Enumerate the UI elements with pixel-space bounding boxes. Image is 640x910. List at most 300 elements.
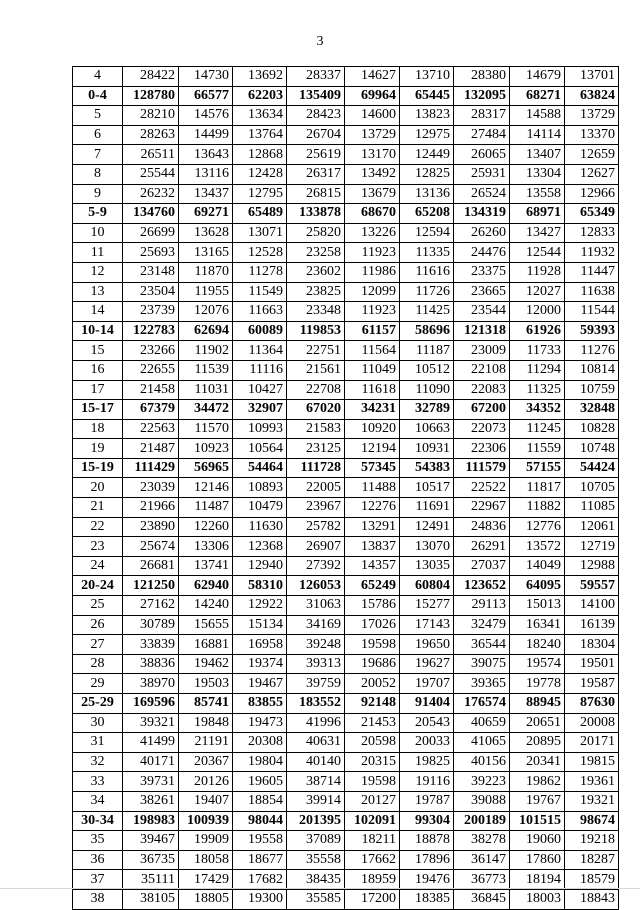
value-cell: 11487 bbox=[179, 498, 233, 518]
value-cell: 12833 bbox=[565, 223, 619, 243]
value-cell: 119853 bbox=[287, 321, 345, 341]
value-cell: 13729 bbox=[345, 125, 400, 145]
value-cell: 12076 bbox=[179, 302, 233, 322]
value-cell: 20308 bbox=[233, 733, 287, 753]
value-cell: 23125 bbox=[287, 439, 345, 459]
value-cell: 28317 bbox=[454, 106, 510, 126]
population-table-container bbox=[72, 66, 618, 910]
value-cell: 10748 bbox=[565, 439, 619, 459]
age-cell: 27 bbox=[73, 635, 123, 655]
value-cell: 200189 bbox=[454, 811, 510, 831]
value-cell: 12099 bbox=[345, 282, 400, 302]
value-cell: 30789 bbox=[123, 615, 179, 635]
value-cell: 18211 bbox=[345, 831, 400, 851]
value-cell: 65208 bbox=[400, 204, 454, 224]
age-cell: 5 bbox=[73, 106, 123, 126]
value-cell: 11085 bbox=[565, 498, 619, 518]
value-cell: 17143 bbox=[400, 615, 454, 635]
value-cell: 14240 bbox=[179, 596, 233, 616]
value-cell: 39313 bbox=[287, 654, 345, 674]
value-cell: 19503 bbox=[179, 674, 233, 694]
value-cell: 41996 bbox=[287, 713, 345, 733]
value-cell: 20598 bbox=[345, 733, 400, 753]
value-cell: 11733 bbox=[510, 341, 565, 361]
value-cell: 12627 bbox=[565, 164, 619, 184]
value-cell: 19407 bbox=[179, 791, 233, 811]
value-cell: 23504 bbox=[123, 282, 179, 302]
value-cell: 19767 bbox=[510, 791, 565, 811]
value-cell: 27484 bbox=[454, 125, 510, 145]
value-cell: 23039 bbox=[123, 478, 179, 498]
value-cell: 14576 bbox=[179, 106, 233, 126]
age-cell: 22 bbox=[73, 517, 123, 537]
value-cell: 13710 bbox=[400, 67, 454, 87]
value-cell: 18304 bbox=[565, 635, 619, 655]
value-cell: 65349 bbox=[565, 204, 619, 224]
value-cell: 111579 bbox=[454, 458, 510, 478]
value-cell: 11559 bbox=[510, 439, 565, 459]
value-cell: 134760 bbox=[123, 204, 179, 224]
value-cell: 23009 bbox=[454, 341, 510, 361]
value-cell: 57155 bbox=[510, 458, 565, 478]
value-cell: 26511 bbox=[123, 145, 179, 165]
value-cell: 99304 bbox=[400, 811, 454, 831]
value-cell: 11932 bbox=[565, 243, 619, 263]
value-cell: 28422 bbox=[123, 67, 179, 87]
value-cell: 18240 bbox=[510, 635, 565, 655]
age-cell: 9 bbox=[73, 184, 123, 204]
value-cell: 11618 bbox=[345, 380, 400, 400]
value-cell: 16881 bbox=[179, 635, 233, 655]
value-cell: 54424 bbox=[565, 458, 619, 478]
value-cell: 201395 bbox=[287, 811, 345, 831]
value-cell: 14730 bbox=[179, 67, 233, 87]
table-row bbox=[73, 145, 619, 165]
value-cell: 36544 bbox=[454, 635, 510, 655]
value-cell: 12795 bbox=[233, 184, 287, 204]
table-row bbox=[73, 262, 619, 282]
age-cell: 14 bbox=[73, 302, 123, 322]
value-cell: 26907 bbox=[287, 537, 345, 557]
value-cell: 11630 bbox=[233, 517, 287, 537]
table-row bbox=[73, 831, 619, 851]
value-cell: 25782 bbox=[287, 517, 345, 537]
value-cell: 19060 bbox=[510, 831, 565, 851]
value-cell: 11335 bbox=[400, 243, 454, 263]
value-cell: 22563 bbox=[123, 419, 179, 439]
value-cell: 13492 bbox=[345, 164, 400, 184]
value-cell: 32907 bbox=[233, 400, 287, 420]
value-cell: 19598 bbox=[345, 772, 400, 792]
value-cell: 26524 bbox=[454, 184, 510, 204]
value-cell: 18287 bbox=[565, 850, 619, 870]
table-row-group-total bbox=[73, 576, 619, 596]
value-cell: 12594 bbox=[400, 223, 454, 243]
value-cell: 58310 bbox=[233, 576, 287, 596]
value-cell: 40140 bbox=[287, 752, 345, 772]
value-cell: 13692 bbox=[233, 67, 287, 87]
value-cell: 132095 bbox=[454, 86, 510, 106]
value-cell: 19707 bbox=[400, 674, 454, 694]
value-cell: 13136 bbox=[400, 184, 454, 204]
population-table bbox=[72, 66, 619, 910]
value-cell: 28263 bbox=[123, 125, 179, 145]
table-body bbox=[73, 67, 619, 910]
value-cell: 21583 bbox=[287, 419, 345, 439]
value-cell: 11325 bbox=[510, 380, 565, 400]
age-cell: 21 bbox=[73, 498, 123, 518]
value-cell: 39365 bbox=[454, 674, 510, 694]
value-cell: 27162 bbox=[123, 596, 179, 616]
value-cell: 19574 bbox=[510, 654, 565, 674]
value-cell: 39075 bbox=[454, 654, 510, 674]
value-cell: 13116 bbox=[179, 164, 233, 184]
value-cell: 69964 bbox=[345, 86, 400, 106]
value-cell: 23348 bbox=[287, 302, 345, 322]
value-cell: 12146 bbox=[179, 478, 233, 498]
value-cell: 62203 bbox=[233, 86, 287, 106]
value-cell: 62694 bbox=[179, 321, 233, 341]
value-cell: 11276 bbox=[565, 341, 619, 361]
value-cell: 19321 bbox=[565, 791, 619, 811]
table-row bbox=[73, 223, 619, 243]
value-cell: 15786 bbox=[345, 596, 400, 616]
value-cell: 21191 bbox=[179, 733, 233, 753]
value-cell: 11090 bbox=[400, 380, 454, 400]
age-cell: 4 bbox=[73, 67, 123, 87]
value-cell: 38714 bbox=[287, 772, 345, 792]
value-cell: 21561 bbox=[287, 360, 345, 380]
table-row bbox=[73, 517, 619, 537]
value-cell: 12922 bbox=[233, 596, 287, 616]
table-row bbox=[73, 870, 619, 890]
age-cell: 36 bbox=[73, 850, 123, 870]
value-cell: 20033 bbox=[400, 733, 454, 753]
value-cell: 16958 bbox=[233, 635, 287, 655]
value-cell: 121318 bbox=[454, 321, 510, 341]
table-row-group-total bbox=[73, 67, 619, 87]
age-cell: 19 bbox=[73, 439, 123, 459]
value-cell: 12940 bbox=[233, 556, 287, 576]
value-cell: 13764 bbox=[233, 125, 287, 145]
value-cell: 18854 bbox=[233, 791, 287, 811]
value-cell: 91404 bbox=[400, 694, 454, 714]
value-cell: 35111 bbox=[123, 870, 179, 890]
value-cell: 23266 bbox=[123, 341, 179, 361]
value-cell: 11638 bbox=[565, 282, 619, 302]
value-cell: 13306 bbox=[179, 537, 233, 557]
value-cell: 18385 bbox=[400, 889, 454, 909]
value-cell: 63824 bbox=[565, 86, 619, 106]
table-row bbox=[73, 733, 619, 753]
age-cell: 30-34 bbox=[73, 811, 123, 831]
table-row bbox=[73, 674, 619, 694]
value-cell: 10931 bbox=[400, 439, 454, 459]
value-cell: 23258 bbox=[287, 243, 345, 263]
value-cell: 65249 bbox=[345, 576, 400, 596]
value-cell: 111728 bbox=[287, 458, 345, 478]
value-cell: 11549 bbox=[233, 282, 287, 302]
value-cell: 12491 bbox=[400, 517, 454, 537]
value-cell: 15013 bbox=[510, 596, 565, 616]
age-cell: 11 bbox=[73, 243, 123, 263]
value-cell: 21487 bbox=[123, 439, 179, 459]
value-cell: 24836 bbox=[454, 517, 510, 537]
value-cell: 21966 bbox=[123, 498, 179, 518]
table-row-group-total bbox=[73, 86, 619, 106]
value-cell: 22306 bbox=[454, 439, 510, 459]
value-cell: 10512 bbox=[400, 360, 454, 380]
table-row bbox=[73, 184, 619, 204]
value-cell: 69271 bbox=[179, 204, 233, 224]
value-cell: 20651 bbox=[510, 713, 565, 733]
table-row bbox=[73, 615, 619, 635]
age-cell: 34 bbox=[73, 791, 123, 811]
value-cell: 19501 bbox=[565, 654, 619, 674]
value-cell: 19361 bbox=[565, 772, 619, 792]
age-cell: 37 bbox=[73, 870, 123, 890]
age-cell: 38 bbox=[73, 889, 123, 909]
value-cell: 11116 bbox=[233, 360, 287, 380]
age-cell: 13 bbox=[73, 282, 123, 302]
value-cell: 19300 bbox=[233, 889, 287, 909]
age-cell: 15-17 bbox=[73, 400, 123, 420]
value-cell: 11447 bbox=[565, 262, 619, 282]
value-cell: 11187 bbox=[400, 341, 454, 361]
value-cell: 12825 bbox=[400, 164, 454, 184]
table-row-group-total bbox=[73, 204, 619, 224]
value-cell: 61926 bbox=[510, 321, 565, 341]
value-cell: 38261 bbox=[123, 791, 179, 811]
age-cell: 25 bbox=[73, 596, 123, 616]
table-row bbox=[73, 635, 619, 655]
age-cell: 15-19 bbox=[73, 458, 123, 478]
table-row bbox=[73, 596, 619, 616]
value-cell: 61157 bbox=[345, 321, 400, 341]
value-cell: 54383 bbox=[400, 458, 454, 478]
value-cell: 68971 bbox=[510, 204, 565, 224]
value-cell: 19815 bbox=[565, 752, 619, 772]
value-cell: 20543 bbox=[400, 713, 454, 733]
age-cell: 35 bbox=[73, 831, 123, 851]
value-cell: 41499 bbox=[123, 733, 179, 753]
value-cell: 20341 bbox=[510, 752, 565, 772]
value-cell: 12966 bbox=[565, 184, 619, 204]
table-row bbox=[73, 791, 619, 811]
value-cell: 19605 bbox=[233, 772, 287, 792]
table-row bbox=[73, 125, 619, 145]
value-cell: 13427 bbox=[510, 223, 565, 243]
value-cell: 19462 bbox=[179, 654, 233, 674]
value-cell: 19862 bbox=[510, 772, 565, 792]
table-row bbox=[73, 713, 619, 733]
age-cell: 20-24 bbox=[73, 576, 123, 596]
value-cell: 26699 bbox=[123, 223, 179, 243]
value-cell: 11049 bbox=[345, 360, 400, 380]
value-cell: 98044 bbox=[233, 811, 287, 831]
value-cell: 38970 bbox=[123, 674, 179, 694]
value-cell: 13823 bbox=[400, 106, 454, 126]
value-cell: 26291 bbox=[454, 537, 510, 557]
value-cell: 98674 bbox=[565, 811, 619, 831]
value-cell: 28337 bbox=[287, 67, 345, 87]
value-cell: 23739 bbox=[123, 302, 179, 322]
value-cell: 25544 bbox=[123, 164, 179, 184]
table-row bbox=[73, 380, 619, 400]
value-cell: 14627 bbox=[345, 67, 400, 87]
value-cell: 18805 bbox=[179, 889, 233, 909]
value-cell: 32848 bbox=[565, 400, 619, 420]
value-cell: 26232 bbox=[123, 184, 179, 204]
value-cell: 54464 bbox=[233, 458, 287, 478]
value-cell: 83855 bbox=[233, 694, 287, 714]
value-cell: 22967 bbox=[454, 498, 510, 518]
value-cell: 39321 bbox=[123, 713, 179, 733]
value-cell: 19627 bbox=[400, 654, 454, 674]
value-cell: 123652 bbox=[454, 576, 510, 596]
value-cell: 12868 bbox=[233, 145, 287, 165]
value-cell: 29113 bbox=[454, 596, 510, 616]
value-cell: 11928 bbox=[510, 262, 565, 282]
age-cell: 15 bbox=[73, 341, 123, 361]
value-cell: 38278 bbox=[454, 831, 510, 851]
value-cell: 59557 bbox=[565, 576, 619, 596]
value-cell: 20315 bbox=[345, 752, 400, 772]
value-cell: 100939 bbox=[179, 811, 233, 831]
value-cell: 10564 bbox=[233, 439, 287, 459]
value-cell: 67200 bbox=[454, 400, 510, 420]
value-cell: 22005 bbox=[287, 478, 345, 498]
value-cell: 19909 bbox=[179, 831, 233, 851]
value-cell: 25693 bbox=[123, 243, 179, 263]
value-cell: 19825 bbox=[400, 752, 454, 772]
value-cell: 12988 bbox=[565, 556, 619, 576]
value-cell: 176574 bbox=[454, 694, 510, 714]
value-cell: 68670 bbox=[345, 204, 400, 224]
value-cell: 13679 bbox=[345, 184, 400, 204]
value-cell: 35558 bbox=[287, 850, 345, 870]
value-cell: 19374 bbox=[233, 654, 287, 674]
age-cell: 10-14 bbox=[73, 321, 123, 341]
value-cell: 36147 bbox=[454, 850, 510, 870]
value-cell: 11726 bbox=[400, 282, 454, 302]
value-cell: 20126 bbox=[179, 772, 233, 792]
value-cell: 10920 bbox=[345, 419, 400, 439]
value-cell: 16139 bbox=[565, 615, 619, 635]
value-cell: 17662 bbox=[345, 850, 400, 870]
value-cell: 12428 bbox=[233, 164, 287, 184]
age-cell: 28 bbox=[73, 654, 123, 674]
value-cell: 19476 bbox=[400, 870, 454, 890]
value-cell: 15134 bbox=[233, 615, 287, 635]
value-cell: 92148 bbox=[345, 694, 400, 714]
age-cell: 12 bbox=[73, 262, 123, 282]
value-cell: 19116 bbox=[400, 772, 454, 792]
value-cell: 10517 bbox=[400, 478, 454, 498]
value-cell: 11817 bbox=[510, 478, 565, 498]
value-cell: 11488 bbox=[345, 478, 400, 498]
value-cell: 26704 bbox=[287, 125, 345, 145]
age-cell: 5-9 bbox=[73, 204, 123, 224]
value-cell: 11278 bbox=[233, 262, 287, 282]
value-cell: 10893 bbox=[233, 478, 287, 498]
value-cell: 13170 bbox=[345, 145, 400, 165]
value-cell: 11364 bbox=[233, 341, 287, 361]
value-cell: 11294 bbox=[510, 360, 565, 380]
value-cell: 10427 bbox=[233, 380, 287, 400]
value-cell: 13370 bbox=[565, 125, 619, 145]
value-cell: 62940 bbox=[179, 576, 233, 596]
value-cell: 39248 bbox=[287, 635, 345, 655]
value-cell: 28380 bbox=[454, 67, 510, 87]
value-cell: 13165 bbox=[179, 243, 233, 263]
value-cell: 126053 bbox=[287, 576, 345, 596]
value-cell: 17682 bbox=[233, 870, 287, 890]
value-cell: 19558 bbox=[233, 831, 287, 851]
value-cell: 13437 bbox=[179, 184, 233, 204]
value-cell: 25820 bbox=[287, 223, 345, 243]
value-cell: 22522 bbox=[454, 478, 510, 498]
value-cell: 20171 bbox=[565, 733, 619, 753]
value-cell: 12776 bbox=[510, 517, 565, 537]
age-cell: 18 bbox=[73, 419, 123, 439]
value-cell: 34352 bbox=[510, 400, 565, 420]
value-cell: 19650 bbox=[400, 635, 454, 655]
value-cell: 11870 bbox=[179, 262, 233, 282]
table-row bbox=[73, 498, 619, 518]
value-cell: 10828 bbox=[565, 419, 619, 439]
value-cell: 13741 bbox=[179, 556, 233, 576]
value-cell: 38105 bbox=[123, 889, 179, 909]
age-cell: 26 bbox=[73, 615, 123, 635]
value-cell: 12528 bbox=[233, 243, 287, 263]
table-row-group-total bbox=[73, 458, 619, 478]
value-cell: 18843 bbox=[565, 889, 619, 909]
value-cell: 18003 bbox=[510, 889, 565, 909]
value-cell: 66577 bbox=[179, 86, 233, 106]
value-cell: 13643 bbox=[179, 145, 233, 165]
value-cell: 134319 bbox=[454, 204, 510, 224]
age-cell: 10 bbox=[73, 223, 123, 243]
value-cell: 13071 bbox=[233, 223, 287, 243]
value-cell: 18194 bbox=[510, 870, 565, 890]
value-cell: 19848 bbox=[179, 713, 233, 733]
value-cell: 23602 bbox=[287, 262, 345, 282]
value-cell: 12061 bbox=[565, 517, 619, 537]
value-cell: 34169 bbox=[287, 615, 345, 635]
value-cell: 12368 bbox=[233, 537, 287, 557]
table-row-group-total bbox=[73, 321, 619, 341]
value-cell: 18058 bbox=[179, 850, 233, 870]
table-row bbox=[73, 302, 619, 322]
value-cell: 11616 bbox=[400, 262, 454, 282]
value-cell: 102091 bbox=[345, 811, 400, 831]
age-cell: 25-29 bbox=[73, 694, 123, 714]
value-cell: 14114 bbox=[510, 125, 565, 145]
value-cell: 19686 bbox=[345, 654, 400, 674]
table-row bbox=[73, 282, 619, 302]
value-cell: 11955 bbox=[179, 282, 233, 302]
value-cell: 13070 bbox=[400, 537, 454, 557]
value-cell: 10479 bbox=[233, 498, 287, 518]
value-cell: 111429 bbox=[123, 458, 179, 478]
value-cell: 13837 bbox=[345, 537, 400, 557]
value-cell: 23890 bbox=[123, 517, 179, 537]
value-cell: 26681 bbox=[123, 556, 179, 576]
value-cell: 10993 bbox=[233, 419, 287, 439]
value-cell: 17026 bbox=[345, 615, 400, 635]
age-cell: 7 bbox=[73, 145, 123, 165]
